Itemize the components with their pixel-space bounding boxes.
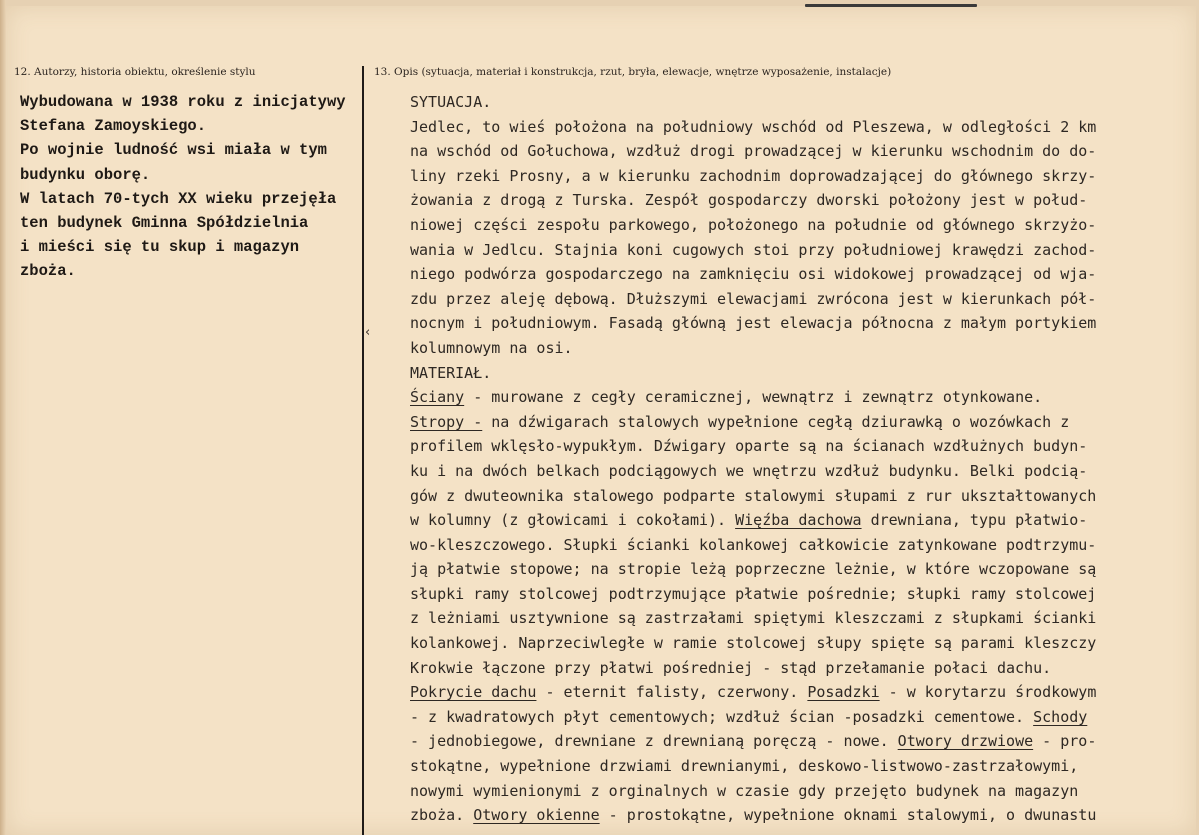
column-divider — [362, 66, 364, 835]
description-text-segment: - jednobiegowe, drewniane z drewnianą poręczą - nowe. — [410, 732, 898, 751]
description-text-segment: - z kwadratowych płyt cementowych; wzdłuż ścian -posadzki cementowe. — [410, 707, 1034, 726]
description-text-segment: żowania z drogą z Turska. Zespół gospodarczy dworski położony jest w połud- — [410, 191, 1088, 210]
history-line: Wybudowana w 1938 roku z inicjatywy — [20, 93, 346, 111]
description-text-segment: - pro- — [1033, 732, 1097, 751]
history-line: W latach 70-tych XX wieku przejęła — [20, 189, 337, 208]
description-text-segment: - w korytarzu środkowym — [879, 683, 1097, 702]
description-text-segment: nowymi wymienionymi z orginalnych w czasie gdy przejęto budynek na magazyn — [410, 781, 1079, 800]
underlined-term: Posadzki — [807, 683, 880, 702]
underlined-term: Otwory okienne — [473, 806, 600, 825]
top-marker-line — [805, 4, 977, 7]
description-text-segment: - prostokątne, wypełnione oknami stalowymi, o dwunastu — [599, 806, 1097, 825]
description-text-segment: profilem wklęsło-wypukłym. Dźwigary oparte są na ścianach wzdłużnych budyn- — [410, 437, 1088, 456]
description-text-segment: ku i na dwóch belkach podciągowych we wnętrzu wzdłuż budynku. Belki podcią- — [410, 461, 1088, 480]
description-text-segment: nocnym i południowym. Fasadą główną jest elewacja północna z małym portykiem — [410, 314, 1097, 333]
description-text — [410, 90, 1190, 828]
description-text-segment: wo-kleszczowego. Słupki ścianki kolankowej całkowicie zatynkowane podtrzymu- — [410, 535, 1097, 554]
description-line — [410, 582, 1190, 607]
history-line: Stefana Zamoyskiego. — [20, 117, 207, 136]
description-text-segment: wania w Jedlcu. Stajnia koni cugowych stoi przy południowej krawędzi zachod- — [410, 240, 1097, 259]
description-line — [410, 631, 1190, 656]
description-text-segment: gów z dwuteownika stalowego podparte stalowymi słupami z rur ukształtowanych — [410, 486, 1097, 505]
description-text-segment: słupki ramy stolcowej podtrzymujące płatwie pośrednie; słupki ramy stolcowej — [410, 584, 1097, 603]
history-line: Po wojnie ludność wsi miała w tym — [20, 141, 327, 160]
description-line — [410, 533, 1190, 558]
description-line — [410, 287, 1190, 312]
description-line — [410, 361, 1190, 386]
history-line: i mieści się tu skup i magazyn — [20, 238, 300, 257]
description-text-segment: Krokwie łączone przy płatwi pośredniej - stąd przełamanie połaci dachu. — [410, 658, 1052, 677]
description-line — [410, 434, 1190, 459]
description-text-segment: niego podwórza gospodarczego na zamknięciu osi widokowej prowadzącej od wja- — [410, 265, 1097, 284]
underlined-term: Schody — [1033, 707, 1088, 726]
description-text-segment: na dźwigarach stalowych wypełnione cegłą dziurawką o wozówkach z — [482, 412, 1070, 431]
description-line — [410, 139, 1190, 164]
description-text-segment: - murowane z cegły ceramicznej, wewnątrz i zewnątrz otynkowane. — [464, 388, 1043, 407]
margin-tick-mark: ‹ — [365, 325, 371, 340]
description-line — [410, 410, 1190, 435]
underlined-term: Otwory drzwiowe — [897, 732, 1034, 751]
underlined-term: Stropy - — [410, 412, 483, 431]
description-line — [410, 238, 1190, 263]
description-line — [410, 729, 1190, 754]
description-line — [410, 164, 1190, 189]
description-line — [410, 779, 1190, 804]
description-text-segment: - eternit falisty, czerwony. — [536, 683, 808, 702]
description-line — [410, 606, 1190, 631]
description-line — [410, 459, 1190, 484]
description-line — [410, 680, 1190, 705]
description-text-segment: niowej części zespołu parkowego, położonego na południe od głównego skrzyżo- — [410, 215, 1097, 234]
description-line — [410, 336, 1190, 361]
history-line: zboża. — [20, 262, 76, 281]
history-line: budynku oborę. — [20, 165, 151, 184]
description-line — [410, 508, 1190, 533]
description-text-segment: MATERIAŁ. — [410, 363, 492, 382]
description-line — [410, 484, 1190, 509]
description-text-segment: zboża. — [410, 806, 474, 825]
history-text — [20, 90, 362, 284]
description-text-segment: na wschód od Gołuchowa, wzdłuż drogi prowadzącej w kierunku wschodnim do do- — [410, 142, 1097, 161]
description-line — [410, 705, 1190, 730]
description-line — [410, 311, 1190, 336]
description-line — [410, 90, 1190, 115]
underlined-term: Ściany — [410, 388, 465, 407]
description-line — [410, 188, 1190, 213]
description-text-segment: z leżniami usztywnione są zastrzałami spiętymi kleszczami z słupkami ścianki — [410, 609, 1097, 628]
description-text-segment: Jedlec, to wieś położona na południowy wschód od Pleszewa, w odległości 2 km — [410, 117, 1097, 136]
description-text-segment: kolankowej. Naprzeciwległe w ramie stolcowej słupy spięte są parami kleszczy — [410, 634, 1097, 653]
description-line — [410, 803, 1190, 828]
description-text-segment: SYTUACJA. — [410, 93, 492, 111]
description-text-segment: zdu przez aleję dębową. Dłuższymi elewacjami zwrócona jest w kierunkach pół- — [410, 289, 1097, 308]
description-line — [410, 754, 1190, 779]
description-line — [410, 262, 1190, 287]
description-line — [410, 115, 1190, 140]
description-line — [410, 385, 1190, 410]
description-text-segment: liny rzeki Prosny, a w kierunku zachodnim doprowadzającej do głównego skrzy- — [410, 166, 1097, 185]
description-line — [410, 213, 1190, 238]
description-text-segment: stokątne, wypełnione drzwiami drewnianymi, deskowo-listwowo-zastrzałowymi, — [410, 757, 1079, 776]
description-text-segment: ją płatwie stopowe; na stropie leżą poprzeczne leżnie, w które wczopowane są — [410, 560, 1097, 579]
description-text-segment: drewniana, typu płatwio- — [861, 511, 1088, 530]
section-12-header: 12. Autorzy, historia obiektu, określenie stylu — [14, 66, 256, 78]
underlined-term: Pokrycie dachu — [410, 683, 537, 702]
description-line — [410, 557, 1190, 582]
description-text-segment: kolumnowym na osi. — [410, 338, 573, 357]
description-line — [410, 656, 1190, 681]
description-text-segment: w kolumny (z głowicami i cokołami). — [410, 511, 736, 530]
section-13-header: 13. Opis (sytuacja, materiał i konstrukcja, rzut, bryła, elewacje, wnętrze wyposażenie, instalacje) — [374, 66, 892, 78]
history-line: ten budynek Gminna Spółdzielnia — [20, 214, 309, 233]
underlined-term: Więźba dachowa — [735, 511, 862, 530]
